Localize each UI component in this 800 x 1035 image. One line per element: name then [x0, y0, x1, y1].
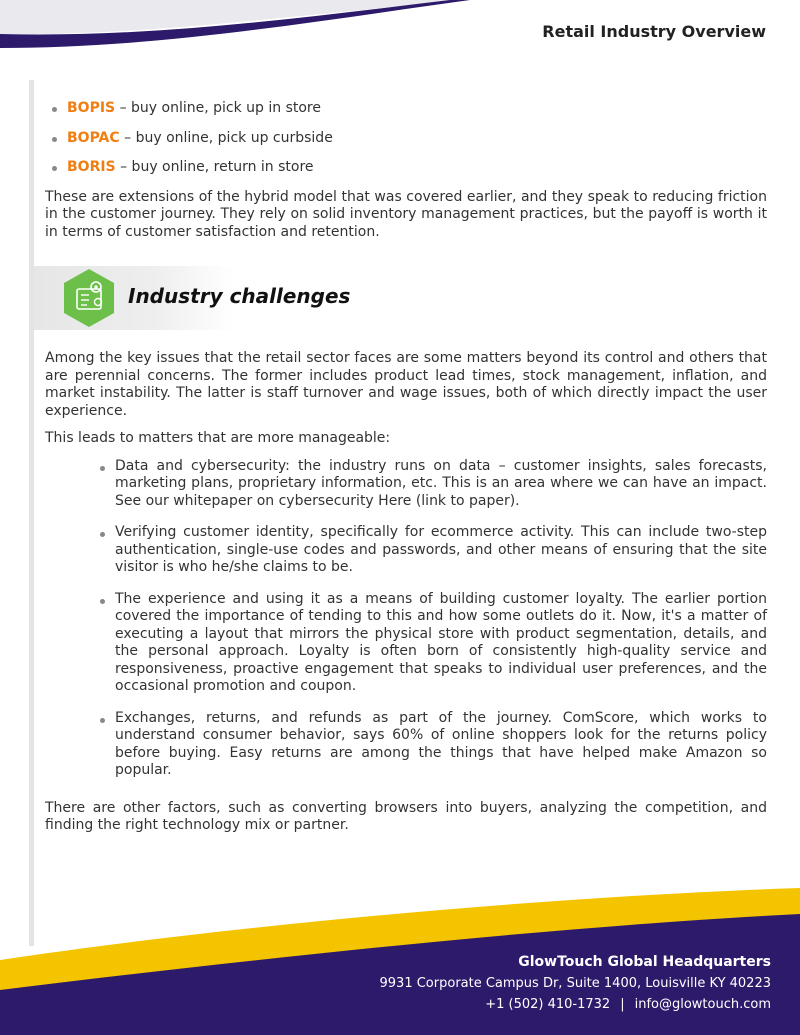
- footer-email[interactable]: info@glowtouch.com: [634, 997, 771, 1012]
- paragraph: This leads to matters that are more manageable:: [45, 430, 391, 446]
- footer-phone[interactable]: +1 (502) 410-1732: [485, 997, 611, 1012]
- footer-separator: |: [620, 997, 625, 1012]
- header-title: Retail Industry Overview: [542, 22, 766, 41]
- section-header: [34, 266, 800, 330]
- abbreviation-term: BORIS: [67, 159, 116, 175]
- list-item: [67, 159, 767, 177]
- footer-contact: [380, 952, 771, 1015]
- section-title: Industry challenges: [128, 284, 351, 308]
- challenges-list: [45, 458, 767, 780]
- abbreviation-term: BOPAC: [67, 129, 120, 146]
- closing-paragraph: There are other factors, such as converting browsers into buyers, analyzing the competition, and finding the right technology mix or partner.: [45, 799, 767, 833]
- list-item: [67, 130, 767, 148]
- list-item: The experience and using it as a means of building customer loyalty. The earlier portion covered the importance of tending to this and how some outlets do it. Now, it's a matter of executing a layout that mirrors the physical store with product segmentation, details, and the personal approach. Loyalty is often born of consistently high-quality service and responsiveness, proactive engagement that speaks to individual user preferences, and the occasional promotion and coupon.: [115, 590, 767, 694]
- content-top: [45, 100, 767, 251]
- abbreviation-list: [45, 100, 767, 177]
- gears-checklist-icon: [58, 267, 120, 329]
- abbreviation-definition: – buy online, return in store: [115, 159, 314, 175]
- list-item: Verifying customer identity, specifically for ecommerce activity. This can include two-step authentication, single-use codes and passwords, and other means of ensuring that the site visitor is who he/she claims to be.: [115, 524, 767, 575]
- list-item: Exchanges, returns, and refunds as part of the journey. ComScore, which works to understand consumer behavior, says 60% of online shoppers look for the returns policy before buying. Easy returns are among the things that have helped make Amazon so popular.: [115, 709, 767, 778]
- abbreviation-definition: – buy online, pick up curbside: [119, 129, 333, 146]
- paragraph: Among the key issues that the retail sector faces are some matters beyond its control and others that are perennial concerns. The former includes product lead times, stock management, inflation, and market instability. The latter is staff turnover and wage issues, both of which directly impact the user experience.: [45, 350, 767, 419]
- abbreviation-definition: – buy online, pick up in store: [115, 100, 321, 116]
- footer-address: 9931 Corporate Campus Dr, Suite 1400, Louisville KY 40223: [379, 976, 771, 991]
- list-item: [67, 100, 767, 118]
- content-body: [45, 350, 767, 845]
- abbreviation-term: BOPIS: [67, 100, 116, 116]
- list-item: Data and cybersecurity: the industry runs on data – customer insights, sales forecasts, marketing plans, proprietary information, etc. This is an area where we can have an impact. See our whitepaper on cybersecurity Here (link to paper).: [115, 457, 767, 509]
- footer-company: GlowTouch Global Headquarters: [518, 954, 771, 970]
- intro-paragraph: These are extensions of the hybrid model that was covered earlier, and they speak to reducing friction in the customer journey. They rely on solid inventory management practices, but the payoff is worth it in terms of customer satisfaction and retention.: [45, 188, 767, 240]
- left-accent-bar: [29, 80, 34, 946]
